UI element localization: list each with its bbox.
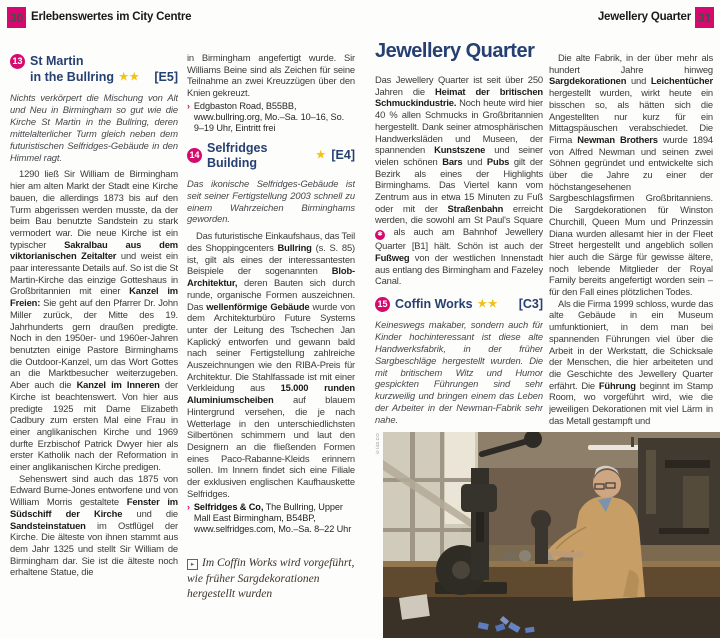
map-grid-ref: [E5]: [154, 70, 178, 84]
chevron-right-icon: ›: [187, 501, 190, 512]
sight-heading-coffin-works: [375, 297, 543, 312]
photo-caption-text: Im Coffin Works wird vorgeführt, wie früher Sargdekorationen hergestellt wurden: [187, 557, 355, 600]
right-page-number: 31: [697, 10, 712, 25]
body-paragraph: Das futuristische Einkaufshaus, das Teil des Shoppingcenters Bullring (s. S. 85) ist, gilt als eines der interessantesten Beispiele der sogenannten Blob-Architektur, deren Bauten sich durch runde, organische Formen auszeichnen. Das wellenförmige Gebäude wurde von dem Architekturbüro Future Systems unter der Leitung des Tschechen Jan Kaplický entworfen und gewann bald nach seiner Fertigstellung zahlreiche Auszeichnungen wie den RIBA-Preis für Architektur. Die Stahlfassade ist mit einer Verkleidung aus 15.000 runden Aluminiumscheiben auf blauem Hintergrund versehen, die je nach Wetterlage in den unterschiedlichsten Silbertönen schimmern und laut den Designern an die fließenden Formen eines Paco-Rabanne-Kleids erinnern sollen. Im Innern findet sich eine Filiale der exklusiven englischen Kaufhauskette Selfridges.: [187, 230, 355, 499]
address-st-martin: [187, 101, 355, 135]
sight-heading-st-martin: [10, 54, 178, 85]
map-grid-ref: [E4]: [331, 148, 355, 163]
sight-title: Selfridges Building: [207, 140, 268, 170]
rating-stars: ★: [315, 149, 327, 162]
intro-paragraph: Keineswegs makaber, sondern auch für Kinder hochinteressant ist diese alte Handwerksfabrik, in der früher Sargbeschläge hergestellt wurden. Die mit britischem Witz und Humor gespickten Führungen sind sehr kurzweilig und bringen einem das Leben der Arbeiter in der Newman-Fabrik sehr nahe.: [375, 318, 543, 426]
chevron-right-icon: ›: [187, 100, 190, 111]
sight-heading-selfridges: [187, 141, 355, 171]
address-text: Selfridges & Co, The Bullring, Upper Mall East Birmingham, B54BP, www.selfridges.com, Mo.–Sa. 8–22 Uhr: [193, 501, 352, 535]
photo-caption: [187, 556, 361, 603]
intro-paragraph: Das ikonische Selfridges-Gebäude ist seit seiner Fertigstellung 2003 schnell zu einem Wahrzeichen Birminghams geworden.: [187, 177, 355, 225]
body-paragraph: Sehenswert sind auch das 1875 von Edward Burne-Jones entworfene und von William Morris gestaltete Fenster im Südschiff der Kirche und die Sandsteinstatuen im Ostflügel der Kirche. Die älteste von ihnen stammt aus dem Jahr 1325 und stellt Sir William de Birmingham dar. Sie ist die älteste noch erhaltene Statue, die: [10, 472, 178, 578]
intro-paragraph: Nichts verkörpert die Mischung von Alt und Neu in Birmingham so gut wie die Kirche St Martin in the Bullring, deren mittelalterlicher Turm gleich neben dem futuristischen Selfridges-Gebäude in den Himmel ragt.: [10, 92, 178, 163]
sight-number-badge: 14: [187, 148, 202, 163]
address-selfridges: [187, 502, 355, 536]
left-running-head: Erlebenswertes im City Centre: [31, 11, 192, 23]
rating-stars: ★★: [477, 297, 499, 310]
left-page-number-badge: [7, 7, 26, 28]
right-running-head: Jewellery Quarter: [597, 11, 691, 23]
right-page-number-badge: [695, 7, 714, 28]
body-paragraph: Als die Firma 1999 schloss, wurde das alte Gebäude in ein Museum umfunktioniert, in dem man bei spannenden Führungen viel über die Arbeit in der Werkstatt, die Schicksale der Menschen, die hier arbeiteten und die Geschichte des Jewellery Quarter erfährt. Die Führung beginnt im Stamp Room, wo vorgeführt wird, wie die jeweiligen Dekorationen mit viel Lärm in das Metall gestampft und: [549, 297, 713, 426]
sight-number-badge: 13: [10, 54, 25, 69]
column-coffin-works: [549, 52, 713, 430]
sight-title: St Martin: [30, 54, 84, 68]
column-jewellery-quarter: [375, 40, 543, 430]
sight-title-line2: in the Bullring: [30, 70, 115, 84]
column-selfridges: [187, 52, 355, 552]
coffin-works-photo-illustration: [383, 432, 720, 638]
map-grid-ref: [C3]: [518, 296, 543, 311]
body-paragraph: 1290 ließ Sir William de Birmingham hier am alten Markt der Stadt eine Kirche bauen, die allerdings 1873 bis auf den Turm abgerissen werden musste, da der beim Bau benutzte Sandstein zu stark vermodert war. Die neue Kirche ist ein typischer Sakralbau aus dem viktorianischen Zeitalter und weist ein paar interessante Details auf. So ist die St Martin-Kirche das einzige Gotteshaus in Großbritannien mit einer Kanzel im Freien: Sie geht auf den Pfarrer Dr. John Miller zurück, der Mitte des 19. Jahrhunderts gern draußen predigte. Noch in den 1950er- und 1960er-Jahren benutzten einige Pastore Birminghams die Outdoor-Kanzel, um das Wort Gottes an die Marktbesucher weiterzugeben. Aber auch die Kanzel im Inneren der Kirche ist beachtenswert. Von hier aus predigte 1925 mit Dame Elizabeth Cadbury zum ersten Mal eine Frau in einer anglikanischen Kirche und 1969 durfte Erzbischof Patrick Dwyer hier als erster Katholik nach der Reformation in einer anglikanischen Kirche predigen.: [10, 168, 178, 473]
sight-title: Coffin Works: [395, 296, 473, 311]
address-text: Edgbaston Road, B55BB, www.bullring.org, Mo.–Sa. 10–16, So. 9–19 Uhr, Eintritt frei: [193, 100, 345, 134]
column-st-martin: [10, 52, 178, 592]
left-page-number: 30: [9, 10, 24, 25]
poi-marker-icon: ✱: [375, 230, 385, 240]
photo-reference-icon: ▸: [187, 559, 198, 570]
chapter-title: Jewellery Quarter: [375, 40, 535, 62]
coffin-works-photo: [383, 432, 720, 638]
body-paragraph-continuation: in Birmingham angefertigt wurde. Sir Williams Beine sind als Zeichen für seine Teilnahme an zwei Kreuzzügen über den Knien gekreuzt.: [187, 52, 355, 99]
photo-credit: ©/43.CO: [375, 433, 380, 455]
chapter-intro-paragraph: Das Jewellery Quarter ist seit über 250 Jahren die Heimat der britischen Schmuckindustrie. Noch heute wird hier 40 % allen Schmucks in Großbritannien hergestellt. Dank seiner atmosphärischen Handwerksläden und Museen, der spannenden Kunstszene und seiner vielen schönen Bars und Pubs gilt der Bezirk als eines der Highlights Birminghams. Das Viertel kann vom Zentrum aus in etwa 15 Minuten zu Fuß oder mit der Straßenbahn erreicht werden, die sowohl am St Paul's Square ✱ als auch am Bahnhof Jewellery Quarter [B1] hält. Schön ist auch der Fußweg von der westlichen Innenstadt aus entlang des Birmingham and Fazeley Canal.: [375, 74, 543, 287]
body-paragraph: Die alte Fabrik, in der über mehr als hundert Jahre hinweg Sargdekorationen und Leichentücher hergestellt wurden, wirkt heute ein bisschen so, als hätten sich die Angestellten nur kurz für ein Mittagspäuschen verabschiedet. Die Firma Newman Brothers wurde 1894 von Alfred Newman und seinen zwei Söhnen gegründet und entwickelte sich über die Jahre zu einer der höchstangesehenen Sargbeschlagsfirmen Großbritanniens. Die Sargdekorationen für Winston Churchill, Queen Mum und Prinzessin Diana wurden allesamt hier in der Fleet Street hergestellt und angeblich sollen hier auch die Särge für gewisse ältere, noch lebende Mitglieder der Royal Family bereits angefertigt worden sein – für den Fall eines plötzlichen Todes.: [549, 52, 713, 298]
rating-stars: ★★: [119, 71, 140, 83]
sight-number-badge: 15: [375, 297, 390, 312]
